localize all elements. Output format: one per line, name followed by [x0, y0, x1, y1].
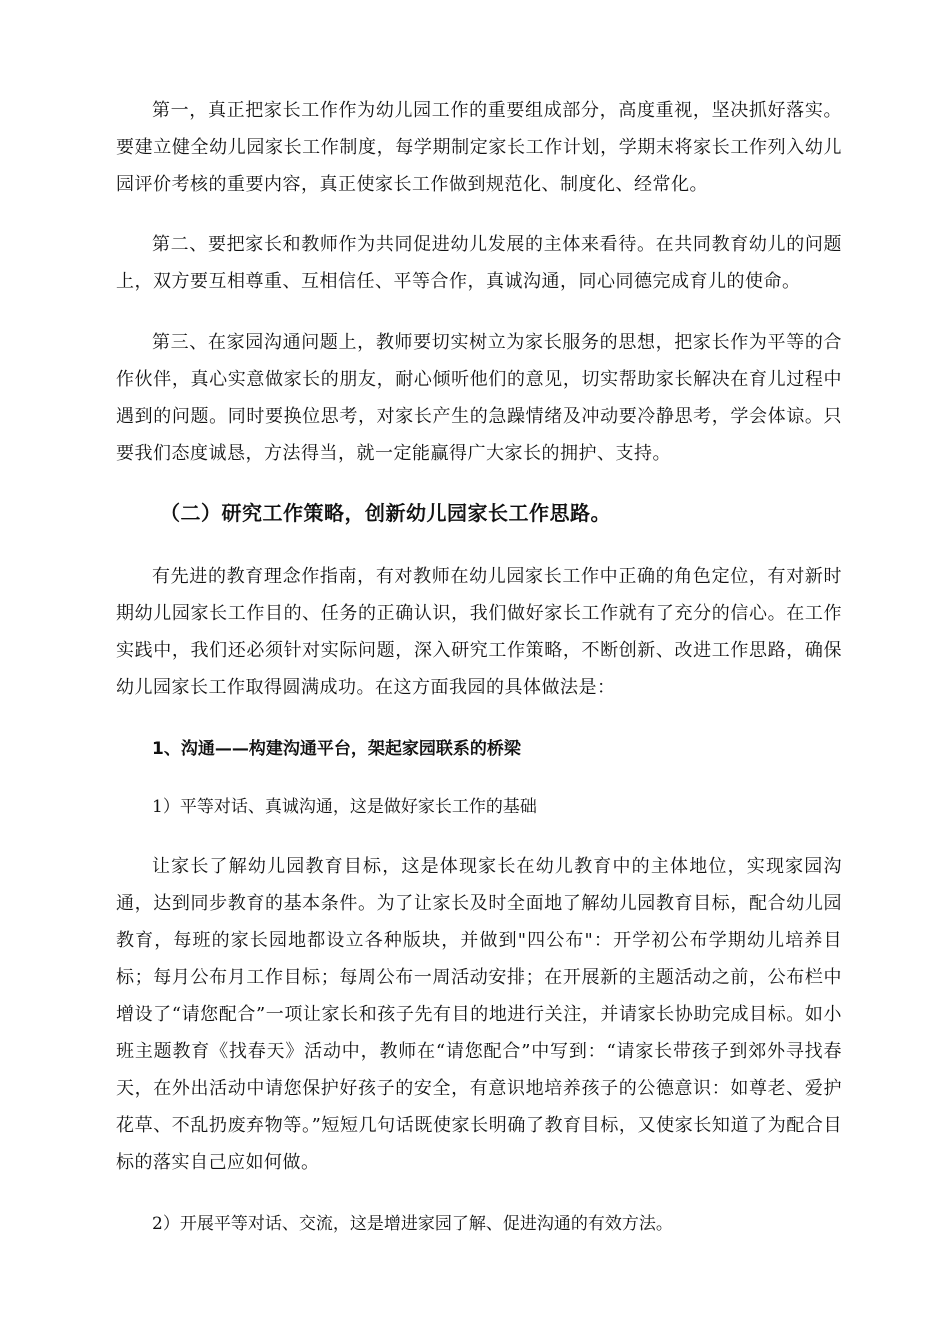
paragraph-second-point: 第二、要把家长和教师作为共同促进幼儿发展的主体来看待。在共同教育幼儿的问题上，双方要互相尊重、互相信任、平等合作，真诚沟通，同心同德完成育儿的使命。 [116, 234, 842, 292]
section-heading: （二）研究工作策略，创新幼儿园家长工作思路。 [160, 501, 611, 525]
item-exchange-method: 2）开展平等对话、交流，这是增进家园了解、促进沟通的有效方法。 [152, 1214, 673, 1234]
paragraph-third-point: 第三、在家园沟通问题上，教师要切实树立为家长服务的思想，把家长作为平等的合作伙伴，真心实意做家长的朋友，耐心倾听他们的意见，切实帮助家长解决在育儿过程中遇到的问题。同时要换位思考，对家长产生的急躁情绪及冲动要冷静思考，学会体谅。只要我们态度诚恳，方法得当，就一定能赢得广大家长的拥护、支持。 [116, 332, 842, 464]
paragraph-first-point: 第一，真正把家长工作作为幼儿园工作的重要组成部分，高度重视，坚决抓好落实。要建立健全幼儿园家长工作制度，每学期制定家长工作计划，学期末将家长工作列入幼儿园评价考核的重要内容，真正使家长工作做到规范化、制度化、经常化。 [116, 100, 842, 195]
subsection-heading-communication: 1、沟通——构建沟通平台，架起家园联系的桥梁 [152, 739, 521, 759]
paragraph-education-goals: 让家长了解幼儿园教育目标，这是体现家长在幼儿教育中的主体地位，实现家园沟通，达到同步教育的基本条件。为了让家长及时全面地了解幼儿园教育目标，配合幼儿园教育，每班的家长园地都设立各种版块，并做到"四公布"：开学初公布学期幼儿培养目标；每月公布月工作目标；每周公布一周活动安排；在开展新的主题活动之前，公布栏中增设了“请您配合”一项让家长和孩子先有目的地进行关注，并请家长协助完成目标。如小班主题教育《找春天》活动中，教师在“请您配合”中写到：“请家长带孩子到郊外寻找春天，在外出活动中请您保护好孩子的安全，有意识地培养孩子的公德意识：如尊老、爱护花草、不乱扔废弃物等。”短短几句话既使家长明确了教育目标，又使家长知道了为配合目标的落实自己应如何做。 [116, 856, 842, 1173]
item-equal-dialogue: 1）平等对话、真诚沟通，这是做好家长工作的基础 [152, 797, 537, 817]
paragraph-strategy-intro: 有先进的教育理念作指南，有对教师在幼儿园家长工作中正确的角色定位，有对新时期幼儿园家长工作目的、任务的正确认识，我们做好家长工作就有了充分的信心。在工作实践中，我们还必须针对实际问题，深入研究工作策略，不断创新、改进工作思路，确保幼儿园家长工作取得圆满成功。在这方面我园的具体做法是： [116, 566, 842, 698]
